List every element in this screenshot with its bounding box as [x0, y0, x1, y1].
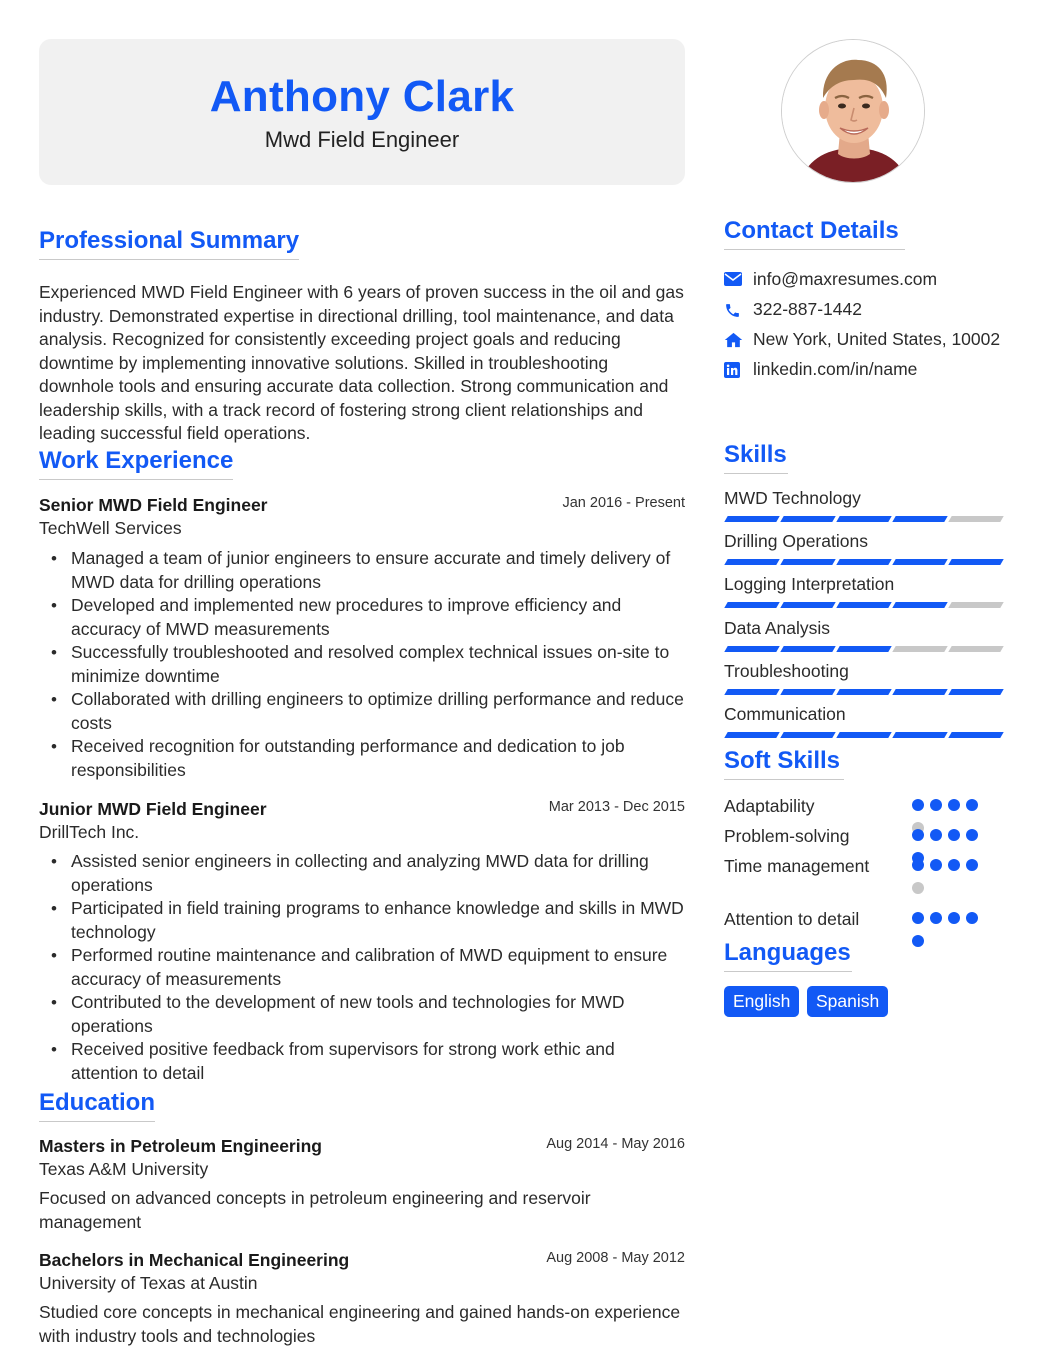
candidate-title: Mwd Field Engineer	[264, 127, 460, 152]
skill-segment	[892, 646, 947, 652]
skill-level-bar	[724, 732, 1000, 738]
skill-segment	[948, 689, 1003, 695]
soft-skill-item	[724, 825, 1004, 847]
skill-level-bar	[724, 602, 1000, 608]
skill-name: Drilling Operations	[724, 531, 868, 551]
skill-segment	[780, 516, 835, 522]
skill-segment	[836, 602, 891, 608]
contact-email-text: info@maxresumes.com	[753, 269, 938, 289]
skill-segment	[892, 689, 947, 695]
section-title-skills: Skills	[724, 441, 788, 474]
soft-skill-dot	[930, 912, 942, 924]
skill-segment	[780, 689, 835, 695]
list-item: • Assisted senior engineers in collecting and analyzing MWD data for drilling operations	[39, 850, 685, 897]
list-item: • Received recognition for outstanding performance and dedication to job responsibilities	[39, 735, 685, 782]
skill-segment	[892, 559, 947, 565]
soft-skill-dot	[966, 859, 978, 871]
soft-skill-item	[724, 795, 1004, 817]
soft-skill-dot	[912, 859, 924, 871]
school-name: Texas A&M University	[39, 1159, 209, 1179]
job-company: TechWell Services	[39, 518, 182, 538]
education-description: Focused on advanced concepts in petroleum engineering and reservoir management	[39, 1188, 591, 1232]
list-item: • Contributed to the development of new tools and technologies for MWD operations	[39, 991, 685, 1038]
section-title-contact: Contact Details	[724, 217, 905, 250]
skill-segment	[948, 732, 1003, 738]
soft-skill-dot	[930, 829, 942, 841]
job-entry-1	[39, 494, 685, 540]
skill-item	[724, 617, 1000, 639]
skill-segment	[948, 602, 1003, 608]
soft-skill-dot	[966, 829, 978, 841]
skill-segment	[892, 602, 947, 608]
job-title: Senior MWD Field Engineer	[39, 495, 268, 515]
skill-segment	[836, 689, 891, 695]
contact-phone[interactable]	[724, 298, 1014, 322]
skill-segment	[780, 732, 835, 738]
phone-icon	[724, 302, 741, 319]
soft-skill-dot	[912, 882, 924, 894]
education-description: Studied core concepts in mechanical engineering and gained hands-on experience with industry tools and technologies	[39, 1302, 681, 1346]
linkedin-icon	[724, 362, 740, 378]
skill-name: MWD Technology	[724, 488, 861, 508]
soft-skill-dot	[948, 912, 960, 924]
envelope-icon	[724, 272, 742, 286]
list-item: • Successfully troubleshooted and resolved complex technical issues on-site to minimize downtime	[39, 641, 685, 688]
skill-segment	[780, 559, 835, 565]
summary-text: Experienced MWD Field Engineer with 6 years of proven success in the oil and gas industry. Demonstrated expertise in directional drilling, tool maintenance, and data analysis. Recognized for consistently exceeding project goals and reducing downtime by implementing innovative solutions. Skilled in troubleshooting downhole tools and ensuring accurate data collection. Strong communication and leadership skills, with a track record of fostering strong client relationships and leading successful field operations.	[39, 282, 684, 443]
language-badge-english: English	[724, 986, 799, 1017]
job-bullets-1	[39, 547, 685, 782]
soft-skill-dot	[948, 859, 960, 871]
contact-linkedin[interactable]	[724, 358, 1014, 382]
education-date: Aug 2008 - May 2012	[546, 1250, 685, 1266]
soft-skill-name: Time management	[724, 856, 870, 876]
soft-skill-name: Attention to detail	[724, 909, 860, 929]
skill-segment	[724, 516, 779, 522]
contact-address-text: New York, United States, 10002	[753, 329, 1001, 349]
skill-segment	[780, 646, 835, 652]
skill-name: Logging Interpretation	[724, 574, 895, 594]
contact-linkedin-text: linkedin.com/in/name	[753, 359, 918, 379]
skill-segment	[724, 602, 779, 608]
skill-name: Troubleshooting	[724, 661, 849, 681]
soft-skill-name: Problem-solving	[724, 826, 850, 846]
soft-skill-dot	[930, 799, 942, 811]
skill-level-bar	[724, 516, 1000, 522]
soft-skill-item	[724, 908, 1004, 930]
soft-skill-dot	[948, 799, 960, 811]
avatar-portrait-icon	[782, 40, 925, 183]
degree-title: Bachelors in Mechanical Engineering	[39, 1250, 350, 1270]
section-title-summary: Professional Summary	[39, 227, 299, 260]
job-company: DrillTech Inc.	[39, 822, 140, 842]
skill-segment	[948, 559, 1003, 565]
skill-segment	[836, 516, 891, 522]
avatar	[781, 39, 925, 183]
contact-list	[724, 268, 1014, 388]
skill-segment	[892, 516, 947, 522]
soft-skill-dot	[966, 799, 978, 811]
soft-skill-dot	[912, 799, 924, 811]
skill-segment	[948, 516, 1003, 522]
soft-skill-dot	[966, 912, 978, 924]
section-title-experience: Work Experience	[39, 447, 233, 480]
degree-title: Masters in Petroleum Engineering	[39, 1136, 322, 1156]
soft-skill-dots	[912, 859, 988, 909]
job-bullets-2	[39, 850, 685, 1085]
skill-item	[724, 530, 1000, 552]
list-item: • Managed a team of junior engineers to ensure accurate and timely delivery of MWD data for drilling operations	[39, 547, 685, 594]
job-entry-2	[39, 798, 685, 844]
list-item: • Performed routine maintenance and calibration of MWD equipment to ensure accuracy of measurements	[39, 944, 685, 991]
skill-item	[724, 573, 1000, 595]
candidate-name: Anthony Clark	[209, 72, 515, 121]
contact-email[interactable]	[724, 268, 1014, 292]
list-item: • Developed and implemented new procedures to improve efficiency and accuracy of MWD measurements	[39, 594, 685, 641]
skill-name: Data Analysis	[724, 618, 831, 638]
home-icon	[724, 332, 743, 348]
skill-level-bar	[724, 689, 1000, 695]
skill-segment	[948, 646, 1003, 652]
soft-skill-dot	[948, 829, 960, 841]
school-name: University of Texas at Austin	[39, 1273, 258, 1293]
contact-address	[724, 328, 1014, 352]
soft-skill-dots	[912, 912, 988, 962]
skill-segment	[836, 646, 891, 652]
contact-phone-text: 322-887-1442	[753, 299, 862, 319]
soft-skill-dot	[930, 859, 942, 871]
list-item: • Participated in field training programs to enhance knowledge and skills in MWD technology	[39, 897, 685, 944]
skill-segment	[780, 602, 835, 608]
skill-item	[724, 487, 1000, 509]
skill-segment	[724, 646, 779, 652]
education-entry-1	[39, 1135, 685, 1234]
skill-segment	[724, 732, 779, 738]
education-entry-2	[39, 1249, 685, 1348]
skill-item	[724, 660, 1000, 682]
soft-skill-dot	[912, 912, 924, 924]
skill-name: Communication	[724, 704, 846, 724]
header-card	[39, 39, 685, 185]
skill-segment	[836, 559, 891, 565]
skill-level-bar	[724, 646, 1000, 652]
skill-segment	[724, 689, 779, 695]
soft-skill-dot	[912, 935, 924, 947]
soft-skill-dot	[912, 829, 924, 841]
section-title-soft-skills: Soft Skills	[724, 747, 844, 780]
job-date: Jan 2016 - Present	[562, 495, 685, 511]
skill-item	[724, 703, 1000, 725]
job-date: Mar 2013 - Dec 2015	[548, 799, 685, 815]
skill-level-bar	[724, 559, 1000, 565]
section-title-education: Education	[39, 1089, 155, 1122]
list-item: • Collaborated with drilling engineers to optimize drilling performance and reduce costs	[39, 688, 685, 735]
soft-skill-item	[724, 855, 1004, 877]
skill-segment	[892, 732, 947, 738]
job-title: Junior MWD Field Engineer	[39, 799, 267, 819]
list-item: • Received positive feedback from supervisors for strong work ethic and attention to detail	[39, 1038, 685, 1085]
section-title-languages: Languages	[724, 939, 852, 972]
soft-skill-name: Adaptability	[724, 796, 815, 816]
skill-segment	[836, 732, 891, 738]
skill-segment	[724, 559, 779, 565]
education-date: Aug 2014 - May 2016	[546, 1136, 685, 1152]
language-badge-spanish: Spanish	[807, 986, 888, 1017]
